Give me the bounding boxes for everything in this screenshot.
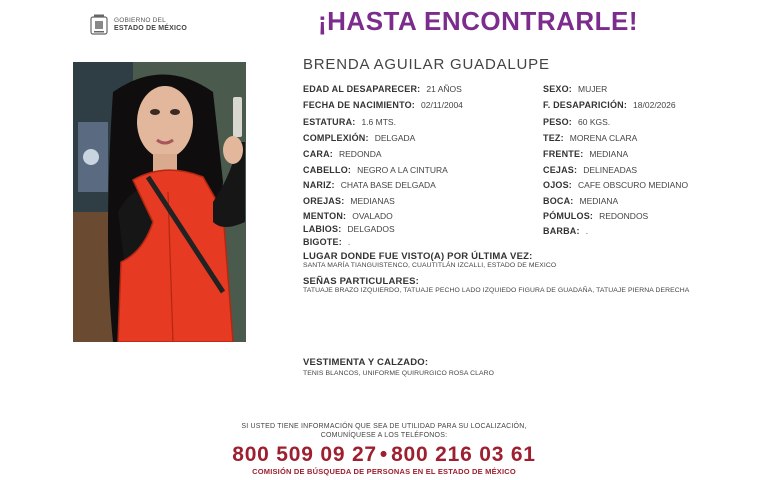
- clothing-label: VESTIMENTA Y CALZADO:: [303, 357, 429, 368]
- field-mouth: [543, 196, 618, 207]
- field-nose: [303, 180, 436, 191]
- field-eyes: [543, 180, 688, 191]
- field-label: BIGOTE:: [303, 237, 342, 247]
- phone-number-1[interactable]: 800 509 09 27: [232, 443, 377, 466]
- field-label: CARA:: [303, 149, 333, 159]
- field-chin: [303, 211, 393, 222]
- field-forehead: [543, 149, 628, 160]
- field-beard: [543, 226, 588, 237]
- logo-line-1: GOBIERNO DEL: [114, 17, 166, 24]
- last-seen-value: SANTA MARÍA TIANGUISTENCO, CUAUTITLÁN IZCALLI, ESTADO DE MEXICO: [303, 262, 557, 269]
- field-value: CHATA BASE DELGADA: [340, 180, 436, 190]
- field-mustache: [303, 237, 350, 248]
- field-value: OVALADO: [352, 211, 393, 221]
- field-value: 1.6 MTS.: [361, 117, 396, 127]
- clothing-value: TENIS BLANCOS, UNIFORME QUIRURGICO ROSA CLARO: [303, 370, 495, 377]
- field-eyebrows: [543, 165, 637, 176]
- field-value: DELINEADAS: [583, 165, 638, 175]
- field-value: MEDIANAS: [350, 196, 395, 206]
- last-seen-label: LUGAR DONDE FUE VISTO(A) POR ÚLTIMA VEZ:: [303, 251, 533, 262]
- field-complexion: [543, 133, 637, 144]
- field-label: TEZ:: [543, 133, 564, 143]
- search-commission-name: COMISIÓN DE BÚSQUEDA DE PERSONAS EN EL ESTADO DE MÉXICO: [252, 467, 516, 476]
- field-ears: [303, 196, 395, 207]
- field-build: [303, 133, 415, 144]
- field-label: CABELLO:: [303, 165, 352, 175]
- field-value: NEGRO A LA CINTURA: [357, 165, 448, 175]
- field-label: LABIOS:: [303, 224, 342, 234]
- field-value: CAFE OBSCURO MEDIANO: [578, 180, 689, 190]
- field-label: BARBA:: [543, 226, 580, 236]
- field-value: 02/11/2004: [421, 100, 463, 110]
- field-hair: [303, 165, 448, 176]
- field-label: EDAD AL DESAPARECER:: [303, 84, 421, 94]
- field-value: DELGADOS: [347, 224, 395, 234]
- field-label: NARIZ:: [303, 180, 335, 190]
- phone-numbers: [0, 443, 768, 467]
- field-value: DELGADA: [374, 133, 416, 143]
- person-name: BRENDA AGUILAR GUADALUPE: [303, 56, 550, 73]
- distinguishing-marks-label: SEÑAS PARTICULARES:: [303, 276, 420, 287]
- phone-separator: •: [379, 443, 389, 466]
- field-cheekbones: [543, 211, 648, 222]
- field-value: MEDIANA: [579, 196, 619, 206]
- state-seal-icon: [90, 14, 108, 36]
- field-label: BOCA:: [543, 196, 574, 206]
- field-sex: [543, 84, 607, 95]
- field-label: FECHA DE NACIMIENTO:: [303, 100, 415, 110]
- field-age: [303, 84, 462, 95]
- field-label: CEJAS:: [543, 165, 578, 175]
- logo-line-2: ESTADO DE MÉXICO: [114, 25, 188, 32]
- field-label: SEXO:: [543, 84, 573, 94]
- field-face: [303, 149, 382, 160]
- field-height: [303, 117, 396, 128]
- field-birth-date: [303, 100, 463, 111]
- field-label: ESTATURA:: [303, 117, 356, 127]
- field-label: MENTON:: [303, 211, 347, 221]
- field-value: REDONDOS: [599, 211, 649, 221]
- field-value: MEDIANA: [589, 149, 629, 159]
- field-label: OREJAS:: [303, 196, 345, 206]
- field-value: MORENA CLARA: [569, 133, 638, 143]
- field-value: .: [585, 226, 589, 236]
- field-label: PESO:: [543, 117, 573, 127]
- person-photo-illustration: [73, 62, 246, 342]
- field-disappearance-date: [543, 100, 676, 111]
- field-label: F. DESAPARICIÓN:: [543, 100, 628, 110]
- field-value: 21 AÑOS: [426, 84, 462, 94]
- distinguishing-marks-value: TATUAJE BRAZO IZQUIERDO, TATUAJE PECHO LADO IZQUIEDO FIGURA DE GUADAÑA, TATUAJE PIERNA DERECHA: [303, 287, 690, 294]
- headline: ¡HASTA ENCONTRARLE!: [318, 6, 639, 36]
- field-value: 18/02/2026: [633, 100, 676, 110]
- field-value: MUJER: [578, 84, 608, 94]
- field-value: 60 KGS.: [578, 117, 611, 127]
- missing-person-photo: [73, 62, 246, 342]
- info-request-line-2: COMUNÍQUESE A LOS TELÉFONOS:: [320, 432, 448, 439]
- field-label: OJOS:: [543, 180, 573, 190]
- field-label: COMPLEXIÓN:: [303, 133, 369, 143]
- field-label: PÓMULOS:: [543, 211, 594, 221]
- field-label: FRENTE:: [543, 149, 584, 159]
- field-value: .: [347, 237, 351, 247]
- state-government-logo: [90, 14, 187, 36]
- field-lips: [303, 224, 395, 235]
- field-weight: [543, 117, 610, 128]
- phone-number-2[interactable]: 800 216 03 61: [391, 443, 536, 466]
- field-value: REDONDA: [339, 149, 382, 159]
- info-request-line-1: SI USTED TIENE INFORMACIÓN QUE SEA DE UTILIDAD PARA SU LOCALIZACIÓN,: [241, 423, 527, 430]
